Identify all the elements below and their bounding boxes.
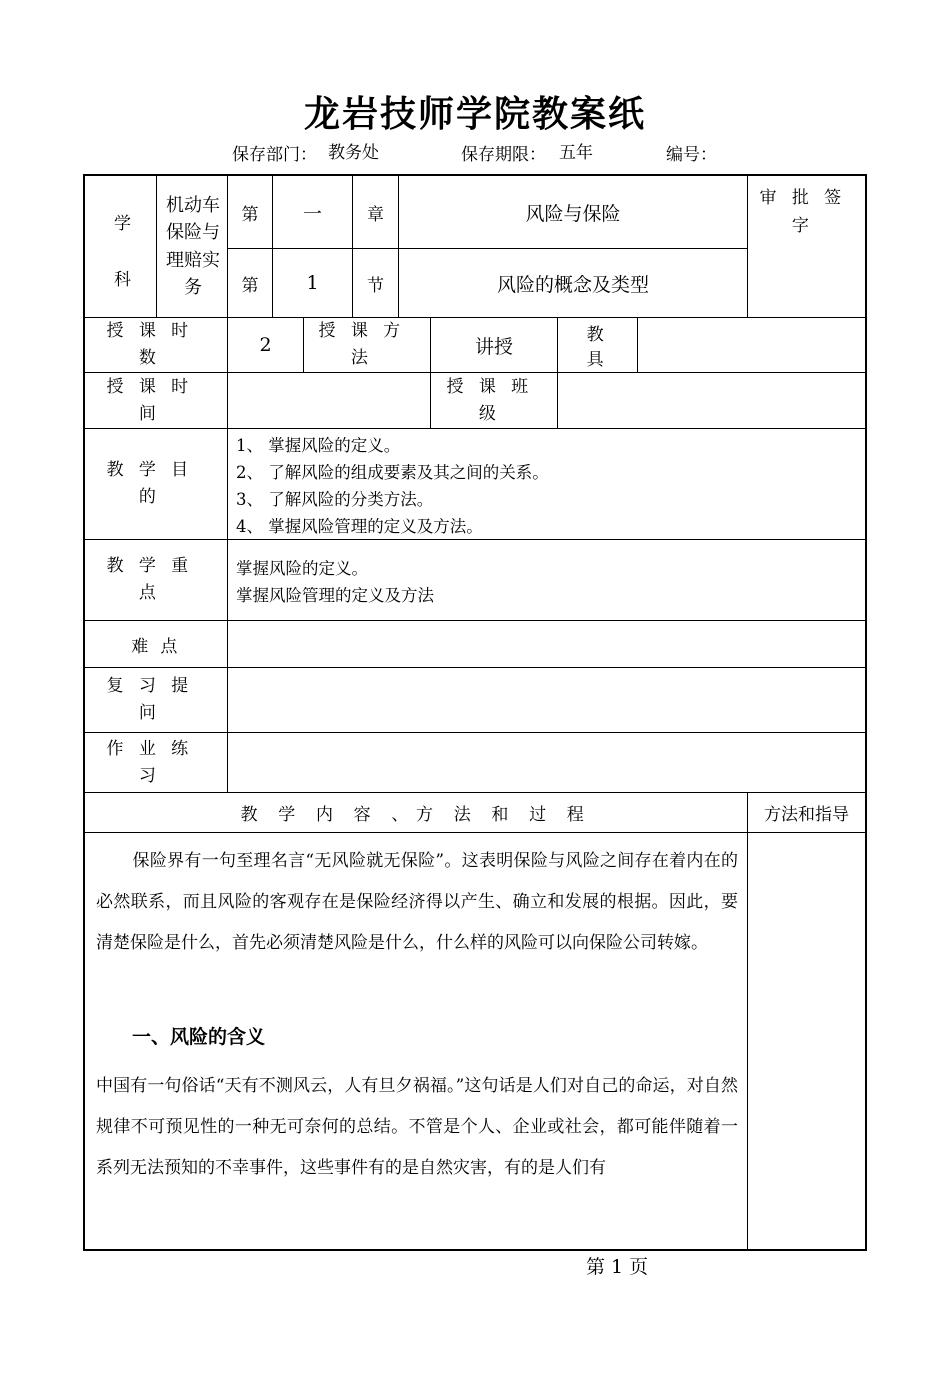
section-heading: 一、风险的含义 xyxy=(132,1026,266,1048)
intro-paragraph: 保险界有一句至理名言“无风险就无保险”。这表明保险与风险之间存在着内在的必然联系，而且风险的客观存在是保险经济得以产生、确立和发展的根据。因此，要清楚保险是什么，首先必须清楚风险是什么，什么样的风险可以向保险公司转嫁。 xyxy=(96,851,738,953)
section-paragraph: 中国有一句俗话“天有不测风云，人有旦夕祸福。”这句话是人们对自己的命运，对自然规律不可预见性的一种无可奈何的总结。不管是个人、企业或社会，都可能伴随着一系列无法预知的不幸事件，这些事件有的是自然灾害，有的是人们有 xyxy=(96,1076,738,1178)
tools-label: 教具 xyxy=(586,325,623,370)
tools-value xyxy=(638,318,865,372)
chapter-number: 一 xyxy=(302,202,322,225)
homework-value xyxy=(228,733,865,792)
period-value: 五年 xyxy=(559,143,593,163)
section-prefix: 第 xyxy=(241,275,259,296)
goal-item: 4、 掌握风险管理的定义及方法。 xyxy=(236,517,483,536)
page-number: 第 1 页 xyxy=(586,1256,649,1278)
approval-signature xyxy=(748,249,865,317)
time-label: 授课时间 xyxy=(106,376,204,424)
difficulty-value xyxy=(228,621,865,667)
section-number: 1 xyxy=(306,272,319,294)
goal-item: 3、 了解风险的分类方法。 xyxy=(236,490,434,509)
goal-item: 2、 了解风险的组成要素及其之间的关系。 xyxy=(236,463,549,482)
guide-column xyxy=(748,833,865,1249)
review-label: 复习提问 xyxy=(106,676,204,723)
dept-label: 保存部门： xyxy=(232,145,317,165)
method-value: 讲授 xyxy=(474,335,513,358)
homework-label: 作业练习 xyxy=(106,738,204,786)
goal-item: 1、 掌握风险的定义。 xyxy=(236,436,401,455)
guide-header: 方法和指导 xyxy=(764,805,849,825)
hours-label: 授课时数 xyxy=(106,321,204,368)
time-value xyxy=(228,373,430,428)
approval-label: 审批签字 xyxy=(759,188,857,236)
subject-label-bottom: 科 xyxy=(114,270,131,290)
class-value xyxy=(558,373,865,428)
review-value xyxy=(228,668,865,732)
key-point-item: 掌握风险的定义。 xyxy=(236,559,368,578)
difficulty-label: 难 点 xyxy=(131,636,181,657)
method-label: 授课方法 xyxy=(318,321,416,368)
key-points-label: 教学重点 xyxy=(106,556,204,603)
class-label: 授课班级 xyxy=(446,376,544,424)
goals-label: 教学目的 xyxy=(106,460,204,507)
number-label: 编号： xyxy=(666,145,717,165)
content-header: 教 学 内 容 、方 法 和 过 程 xyxy=(240,805,592,825)
subject-label-top: 学 xyxy=(114,214,131,234)
section-suffix: 节 xyxy=(367,275,384,296)
key-point-item: 掌握风险管理的定义及方法 xyxy=(236,586,434,605)
chapter-prefix: 第 xyxy=(241,204,259,225)
document-title: 龙岩技师学院教案纸 xyxy=(303,94,646,135)
chapter-suffix: 章 xyxy=(367,204,384,225)
hours-value: 2 xyxy=(259,334,272,356)
period-label: 保存期限： xyxy=(461,145,546,165)
section-title: 风险的概念及类型 xyxy=(496,273,649,296)
chapter-title: 风险与保险 xyxy=(525,202,621,225)
dept-value: 教务处 xyxy=(328,143,379,163)
subject-value: 机动车保险与理赔实务 xyxy=(166,194,220,298)
lesson-plan-table xyxy=(83,174,867,1251)
